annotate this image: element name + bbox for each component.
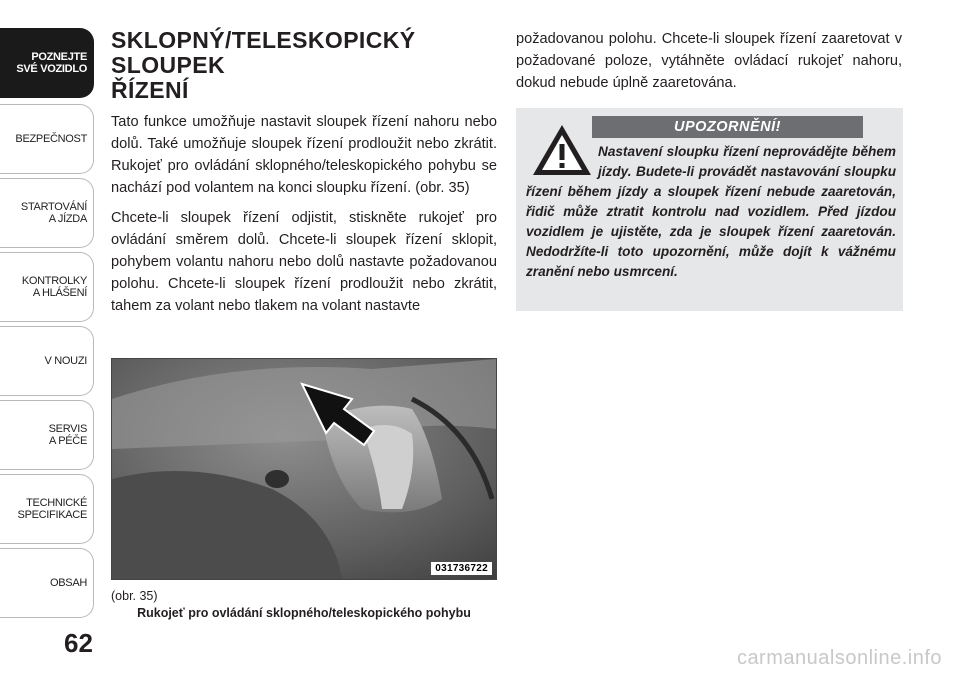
figure-caption: Rukojeť pro ovládání sklopného/teleskopického pohybu <box>137 606 471 620</box>
warning-text-wrap <box>526 142 896 282</box>
paragraph-unlock: Chcete-li sloupek řízení odjistit, stiskněte rukojeť pro ovládání směrem dolů. Chcete-li sloupek řízení sklopit, pohybem volantu nahoru nebo dolů nastavte požadovanou polohu. Chcete-li sloupek řízení prodloužit nebo zkrátit, tahem za volant nebo tlakem na volant nastavte <box>111 210 497 314</box>
tab-kontrolky-a-hlaseni[interactable]: KONTROLKY A HLÁŠENÍ <box>0 252 94 322</box>
paragraph-lock: požadovanou polohu. Chcete-li sloupek řízení zaaretovat v požadované poloze, vytáhněte ovládací rukojeť nahoru, dokud nebude úplně zaaretována. <box>516 31 902 91</box>
figure-code: 031736722 <box>431 562 492 575</box>
tab-servis-a-pece[interactable]: SERVIS A PÉČE <box>0 400 94 470</box>
tab-bezpecnost[interactable]: BEZPEČNOST <box>0 104 94 174</box>
icon-spacer <box>526 142 598 182</box>
warning-title: UPOZORNĚNÍ! <box>592 116 863 138</box>
tab-v-nouzi[interactable]: V NOUZI <box>0 326 94 396</box>
page-number: 62 <box>64 628 93 658</box>
tab-technicke-specifikace[interactable]: TECHNICKÉ SPECIFIKACE <box>0 474 94 544</box>
figure-reference: (obr. 35) <box>111 589 158 603</box>
left-column <box>111 28 497 317</box>
tab-startovani-a-jizda[interactable]: STARTOVÁNÍ A JÍZDA <box>0 178 94 248</box>
paragraph-intro: Tato funkce umožňuje nastavit sloupek řízení nahoru nebo dolů. Také umožňuje sloupek řízení prodloužit nebo zkrátit. Rukojeť pro ovládání sklopného/teleskopického pohybu se nachází pod volantem na konci sloupku řízení. (obr. 35) <box>111 114 497 196</box>
right-column <box>516 28 902 94</box>
warning-box <box>516 108 903 311</box>
steering-column-photo <box>112 359 496 579</box>
tab-obsah[interactable]: OBSAH <box>0 548 94 618</box>
steering-column-figure <box>111 358 497 580</box>
section-heading: SKLOPNÝ/TELESKOPICKÝ SLOUPEK ŘÍZENÍ <box>111 27 416 103</box>
watermark: carmanualsonline.info <box>736 647 942 669</box>
tab-poznejte-sve-vozidlo[interactable]: POZNEJTE SVÉ VOZIDLO <box>0 28 94 98</box>
warning-text: Nastavení sloupku řízení neprovádějte během jízdy. Budete-li provádět nastavování sloupku řízení během jízdy a sloupek řízení nebude zaaretován, řidič může ztratit kontrolu nad vozidlem. Před jízdou vozidlem je ujistěte, zda je sloupek řízení zaaretován. Nedodržíte-li toto upozornění, může dojít k vážnému zranění nebo usmrcení. <box>526 144 896 279</box>
